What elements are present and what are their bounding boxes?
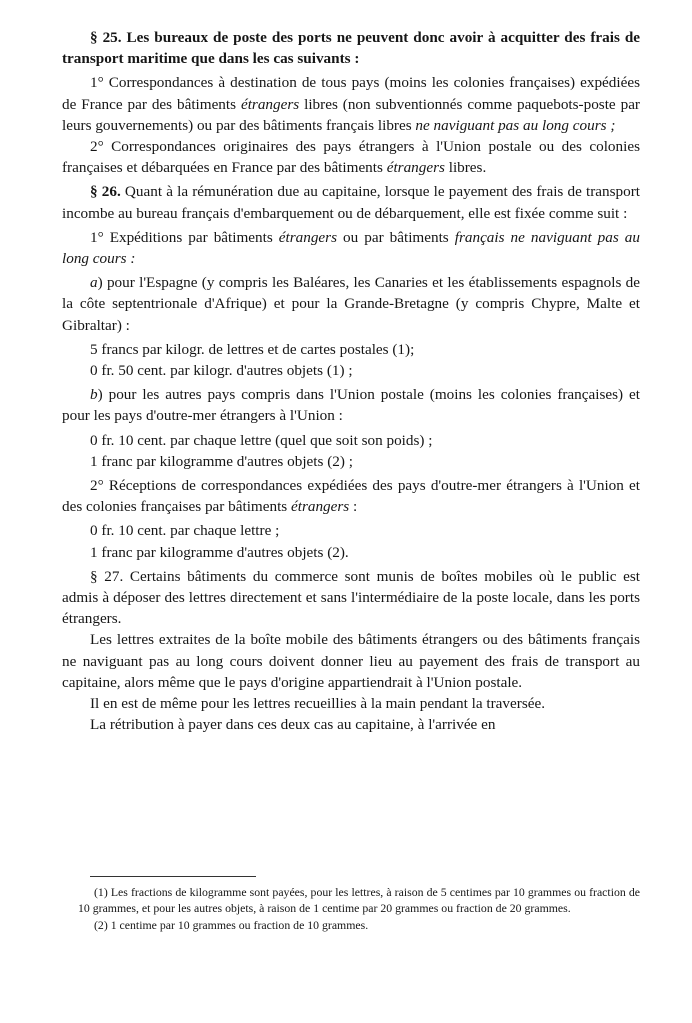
footnote-2: (2) 1 centime par 10 grammes ou fraction de 10 grammes. [94,917,369,932]
section-number-27: § 27. [90,567,124,585]
rate-line: 0 fr. 10 cent. par chaque lettre ; [90,522,280,540]
rate-line: 0 fr. 50 cent. par kilogr. d'autres objets (1) ; [90,362,353,380]
section-27-text: Certains bâtiments du commerce sont munis de boîtes mobiles où le public est admis à déposer des lettres directement et sans l'intermédiaire de la poste locale, dans les ports étrangers. [62,567,640,628]
rates-list-b [62,430,640,472]
section-number-25: § 25. [90,29,122,46]
footnotes [78,884,640,933]
paragraph-section-25 [62,27,640,69]
paragraph-section-26 [62,181,640,223]
paragraph-27-4: La rétribution à payer dans ces deux cas au capitaine, à l'arrivée en [90,716,496,734]
rate-line: 1 franc par kilogramme d'autres objets (2) ; [90,452,353,470]
paragraph-27-3: Il en est de même pour les lettres recueillies à la main pendant la traversée. [90,695,546,713]
rates-list-a [62,339,640,381]
section-number-26: § 26. [90,183,121,201]
rate-line: 1 franc par kilogramme d'autres objets (2). [90,543,349,561]
paragraph-26-item-b: b) pour les autres pays compris dans l'Union postale (moins les colonies françaises) et pour les pays d'outre-mer étrangers à l'Union : [62,386,640,425]
footnote-1: (1) Les fractions de kilogramme sont payées, pour les lettres, à raison de 5 centimes par 10 grammes ou fraction de 10 grammes, et pour les autres objets, à raison de 1 centime par 20 grammes ou fraction de 20 grammes. [78,885,640,916]
paragraph-26-item-2: 2° Réceptions de correspondances expédiées des pays d'outre-mer étrangers à l'Union et des colonies françaises par bâtiments étrangers : [62,477,640,516]
section-26-text: Quant à la rémunération due au capitaine, lorsque le payement des frais de transport incombe au bureau français d'embarquement ou de débarquement, elle est fixée comme suit : [62,183,641,222]
section-25-text: Les bureaux de poste des ports ne peuvent donc avoir à acquitter des frais de transport maritime que dans les cas suivants : [62,29,641,68]
paragraph-27-2: Les lettres extraites de la boîte mobile des bâtiments étrangers ou des bâtiments français ne naviguant pas au long cours doivent donner lieu au payement des frais de transport au capitaine, alors même que le pays d'origine appartiendrait à l'Union postale. [62,631,640,691]
rate-line: 5 francs par kilogr. de lettres et de cartes postales (1); [90,340,415,358]
paragraph-26-item-1: 1° Expéditions par bâtiments étrangers ou par bâtiments français ne naviguant pas au long cours : [62,228,640,268]
paragraph-25-case-1: 1° Correspondances à destination de tous pays (moins les colonies françaises) expédiées de France par des bâtiments étrangers libres (non subventionnés comme paquebots-poste par leurs gouvernements) ou par des bâtiments français libres ne naviguant pas au long cours ; [62,74,640,134]
paragraph-26-item-a: a) pour l'Espagne (y compris les Baléares, les Canaries et les établissements espagnols de la côte septentrionale d'Afrique) et pour la Grande-Bretagne (y compris Chypre, Malte et Gibraltar) : [62,274,640,334]
rate-line: 0 fr. 10 cent. par chaque lettre (quel que soit son poids) ; [90,431,433,449]
paragraph-section-27 [62,566,640,630]
paragraph-25-case-2: 2° Correspondances originaires des pays étrangers à l'Union postale ou des colonies françaises et débarquées en France par des bâtiments étrangers libres. [62,138,640,177]
rates-list-2 [62,520,640,562]
footnote-divider [90,876,256,877]
